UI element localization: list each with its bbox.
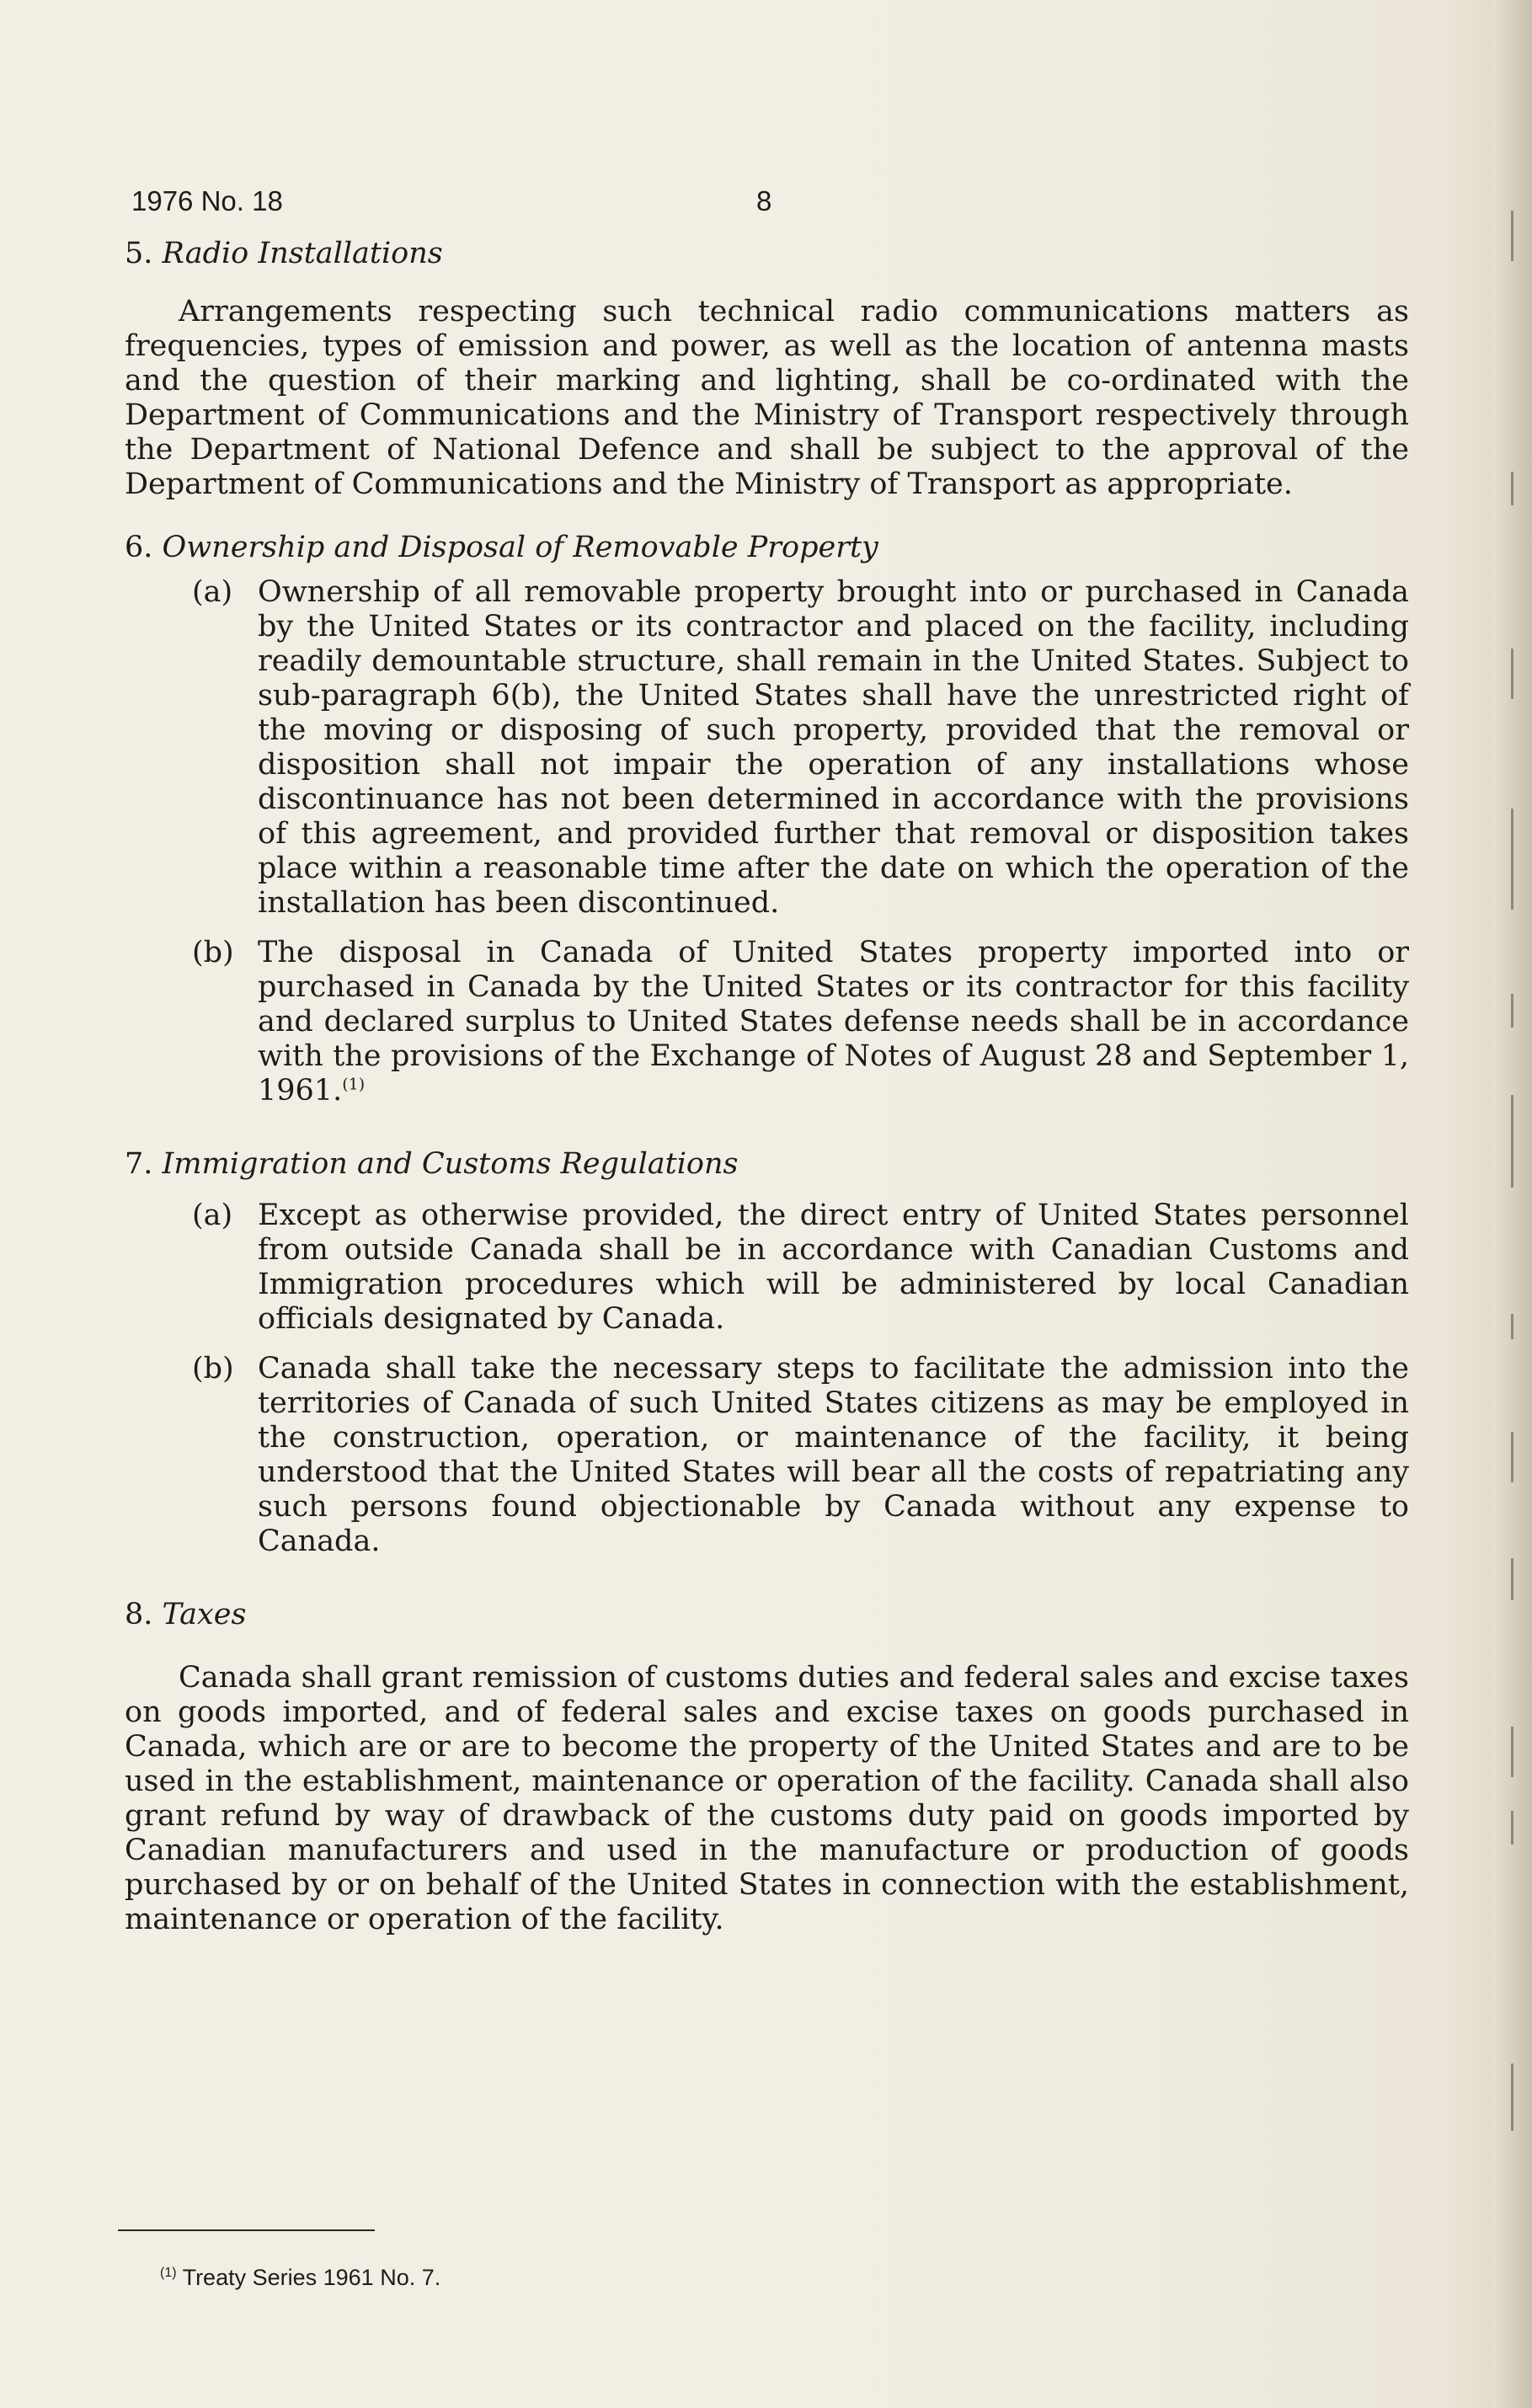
edge-mark [1511,994,1513,1028]
subparagraph-7a [125,1199,1409,1337]
subparagraph-6a [125,575,1409,921]
edge-mark [1511,472,1513,505]
section-title: Taxes [162,1598,247,1631]
section-number: 7. [125,1147,153,1181]
edge-mark [1511,1811,1513,1845]
subparagraph-text: Canada shall take the necessary steps to facilitate the admission into the territories of Canada of such United States citizens as may be employed in the construction, operation, or maintenance of the facility, it being understood that the United States will bear all the costs of repatriating any such persons found objectionable by Canada without any expense to Canada. [258,1352,1409,1558]
subparagraph-text [258,936,1409,1108]
subparagraph-label: (b) [192,936,234,969]
section-heading-ownership [125,531,1409,565]
edge-mark [1511,1558,1513,1600]
section-heading-taxes [125,1598,1409,1632]
subparagraph-label: (a) [192,1199,233,1232]
subparagraph-body: The disposal in Canada of United States property imported into or purchased in Canada by the United States or its contractor for this facility and declared surplus to United States defense needs shall be in accordance with the provisions of the Exchange of Notes of August 28 and September 1, 1961. [258,936,1409,1108]
edge-mark [1511,649,1513,699]
footnote-reference: (1) [342,1075,366,1094]
subparagraph-text: Except as otherwise provided, the direct entry of United States personnel from outside Canada shall be in accordance with Canadian Customs and Immigration procedures which will be administered by local Canadian officials designated by Canada. [258,1199,1409,1336]
section-heading-immigration [125,1147,1409,1182]
section-heading-radio [125,237,1409,271]
subparagraph-text: Ownership of all removable property brought into or purchased in Canada by the United States or its contractor and placed on the facility, including readily demountable structure, shall remain in the United States. Subject to sub-paragraph 6(b), the United States shall have the unrestricted right of the moving or disposing of such property, provided that the removal or disposition shall not impair the operation of any installations whose discontinuance has not been determined in accordance with the provisions of this agreement, and provided further that removal or disposition takes place within a reasonable time after the date on which the operation of the installation has been discontinued. [258,575,1409,920]
page-binding-edge [1492,0,1532,2408]
edge-mark [1511,211,1513,261]
section-title: Immigration and Customs Regulations [162,1147,739,1181]
edge-mark [1511,1314,1513,1339]
edge-mark [1511,2064,1513,2131]
section-number: 8. [125,1598,153,1631]
edge-mark [1511,1727,1513,1777]
subparagraph-6b [125,936,1409,1108]
section-body-taxes: Canada shall grant remission of customs duties and federal sales and excise taxes on goods imported, and of federal sales and excise taxes on goods purchased in Canada, which are or are to become the property of the United States and are to be used in the establishment, maintenance or operation of the facility. Canada shall also grant refund by way of drawback of the customs duty paid on goods imported by Canadian manufacturers and used in the manufacture or production of goods purchased by or on behalf of the United States in connection with the establishment, maintenance or operation of the facility. [125,1661,1409,1936]
footnote-divider [118,2229,375,2231]
page-content [125,179,1409,1937]
footnote-marker: (1) [160,2266,177,2280]
footnote [160,2264,440,2291]
subparagraph-label: (b) [192,1352,234,1386]
section-number: 6. [125,531,153,564]
section-number: 5. [125,237,153,270]
subparagraph-label: (a) [192,575,233,609]
page-number: 8 [756,185,772,216]
subparagraph-7b [125,1352,1409,1559]
header-year-series: 1976 No. 18 [131,185,283,216]
edge-mark [1511,1432,1513,1482]
section-title: Ownership and Disposal of Removable Property [162,531,878,564]
edge-mark [1511,1095,1513,1188]
footnote-text: Treaty Series 1961 No. 7. [182,2265,441,2290]
section-body-radio: Arrangements respecting such technical radio communications matters as frequencies, types of emission and power, as well as the location of antenna masts and the question of their marking and lighting, shall be co-ordinated with the Department of Communications and the Ministry of Transport respectively through the Department of National Defence and shall be subject to the approval of the Department of Communications and the Ministry of Transport as appropriate. [125,295,1409,501]
running-header [125,179,1409,229]
edge-mark [1511,809,1513,910]
section-title: Radio Installations [162,237,443,270]
